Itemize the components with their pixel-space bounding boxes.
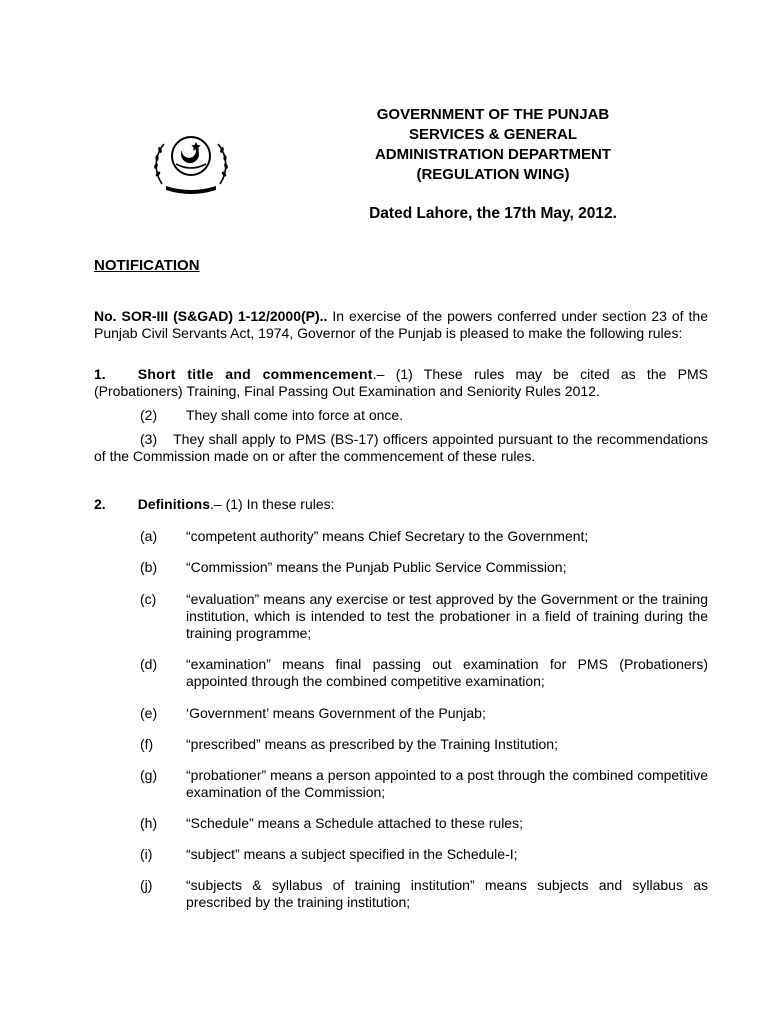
rule-1-paragraph (94, 366, 708, 400)
definition-letter: (h) (140, 815, 158, 831)
definition-text: “examination” means final passing out examination for PMS (Probationers) appointed through the combined competitive examination; (186, 656, 708, 689)
definition-text: “competent authority” means Chief Secretary to the Government; (186, 528, 589, 544)
rule-1-text: .– (1) These rules may be cited as the PMS (Probationers) Training, Final Passing Out Examination and Seniority Rules 2012. (94, 366, 708, 399)
rule-1-sub-3 (94, 431, 708, 465)
rule-1-heading: Short title and commencement (137, 366, 373, 382)
definition-text: “Commission” means the Punjab Public Service Commission; (186, 559, 567, 575)
rule-2-heading: Definitions (137, 496, 211, 512)
header-line-2: SERVICES & GENERAL (408, 126, 578, 143)
definition-text: “prescribed” means as prescribed by the Training Institution; (186, 736, 558, 752)
department-header (330, 105, 656, 185)
rule-1-sub-2-number: (2) (140, 407, 158, 423)
definition-text: “Schedule” means a Schedule attached to these rules; (186, 815, 523, 831)
rule-2-text: .– (1) In these rules: (210, 496, 335, 512)
rule-1-sub-3-number: (3) (140, 431, 158, 447)
definition-letter: (c) (140, 591, 157, 607)
intro-paragraph (94, 308, 708, 342)
definition-letter: (i) (140, 846, 153, 862)
header-line-1: GOVERNMENT OF THE PUNJAB (376, 106, 610, 123)
rule-1-sub-3-text: They shall apply to PMS (BS-17) officers appointed pursuant to the recommendations of the Commission made on or after the commencement of these rules. (94, 431, 708, 464)
definition-letter: (d) (140, 656, 158, 672)
definition-letter: (a) (140, 528, 158, 544)
definition-letter: (e) (140, 705, 158, 721)
definition-text: “evaluation” means any exercise or test approved by the Government or the training institution, which is intended to test the probationer in a field of training during the training programme; (186, 591, 708, 641)
rule-1-number: 1. (94, 366, 106, 382)
rule-1-sub-2-text: They shall come into force at once. (186, 407, 404, 423)
definition-text: “probationer” means a person appointed to a post through the combined competitive examination of the Commission; (186, 767, 708, 800)
definition-letter: (b) (140, 559, 158, 575)
definition-letter: (j) (140, 877, 153, 893)
definition-text: “subject” means a subject specified in the Schedule-I; (186, 846, 518, 862)
header-line-3: ADMINISTRATION DEPARTMENT (374, 146, 612, 163)
rule-2-paragraph (94, 496, 708, 513)
definition-text: ‘Government’ means Government of the Punjab; (186, 705, 486, 721)
punjab-emblem-icon (148, 126, 234, 196)
definition-text: “subjects & syllabus of training institution” means subjects and syllabus as prescribed by the training institution; (186, 877, 708, 910)
intro-text: In exercise of the powers conferred under section 23 of the Punjab Civil Servants Act, 1974, Governor of the Punjab is pleased to make the following rules: (94, 308, 708, 341)
definition-letter: (g) (140, 767, 158, 783)
date-line: Dated Lahore, the 17th May, 2012. (369, 205, 617, 222)
notification-reference: No. SOR-III (S&GAD) 1-12/2000(P).. (94, 308, 328, 324)
definition-letter: (f) (140, 736, 154, 752)
notification-title: NOTIFICATION (94, 257, 200, 274)
header-line-4: (REGULATION WING) (416, 166, 570, 183)
rule-2-number: 2. (94, 496, 106, 512)
